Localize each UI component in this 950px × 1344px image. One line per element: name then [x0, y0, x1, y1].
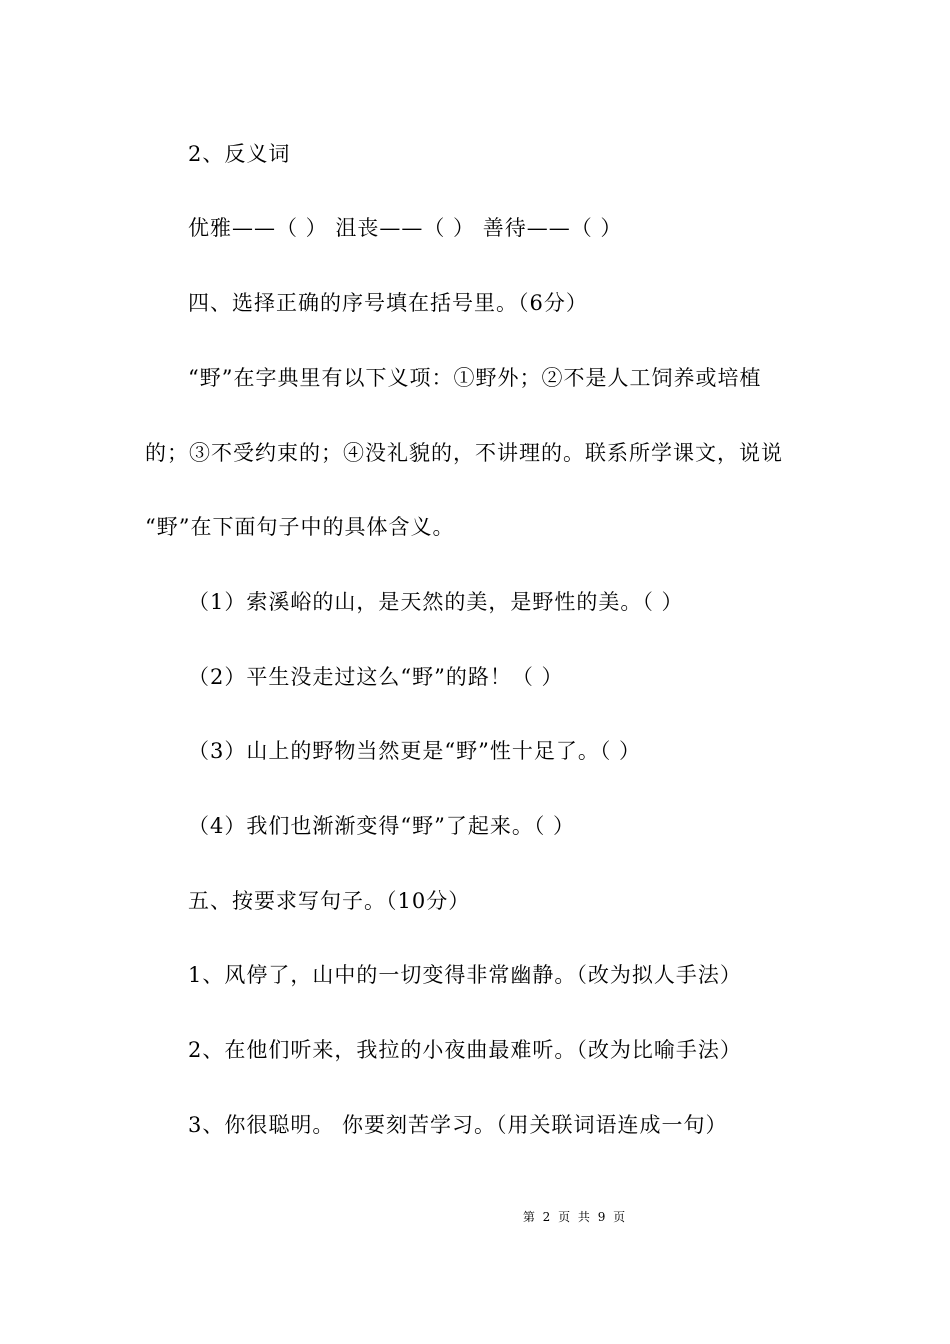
question-4: （4）我们也渐渐变得“野”了起来。（ ） [188, 814, 576, 838]
definition-line-1: “野”在字典里有以下义项：①野外；②不是人工饲养或培植 [188, 366, 762, 390]
antonym-items: 优雅——（ ） 沮丧——（ ） 善待——（ ） [188, 216, 623, 240]
question-3: （3）山上的野物当然更是“野”性十足了。（ ） [188, 739, 642, 763]
section-2-heading: 2、反义词 [188, 142, 291, 166]
section-five-heading: 五、按要求写句子。（10分） [188, 889, 471, 913]
sentence-task-1: 1、风停了，山中的一切变得非常幽静。（改为拟人手法） [188, 963, 742, 987]
definition-line-3: “野”在下面句子中的具体含义。 [145, 515, 455, 539]
sentence-task-2: 2、在他们听来，我拉的小夜曲最难听。（改为比喻手法） [188, 1038, 742, 1062]
section-four-heading: 四、选择正确的序号填在括号里。（6分） [188, 291, 588, 315]
page-footer: 第 2 页 共 9 页 [522, 1210, 628, 1224]
question-1: （1）索溪峪的山，是天然的美，是野性的美。（ ） [188, 590, 684, 614]
sentence-task-3: 3、你很聪明。 你要刻苦学习。（用关联词语连成一句） [188, 1113, 728, 1137]
definition-line-2: 的；③不受约束的；④没礼貌的，不讲理的。联系所学课文，说说 [145, 441, 783, 465]
question-2: （2）平生没走过这么“野”的路！（ ） [188, 665, 564, 689]
